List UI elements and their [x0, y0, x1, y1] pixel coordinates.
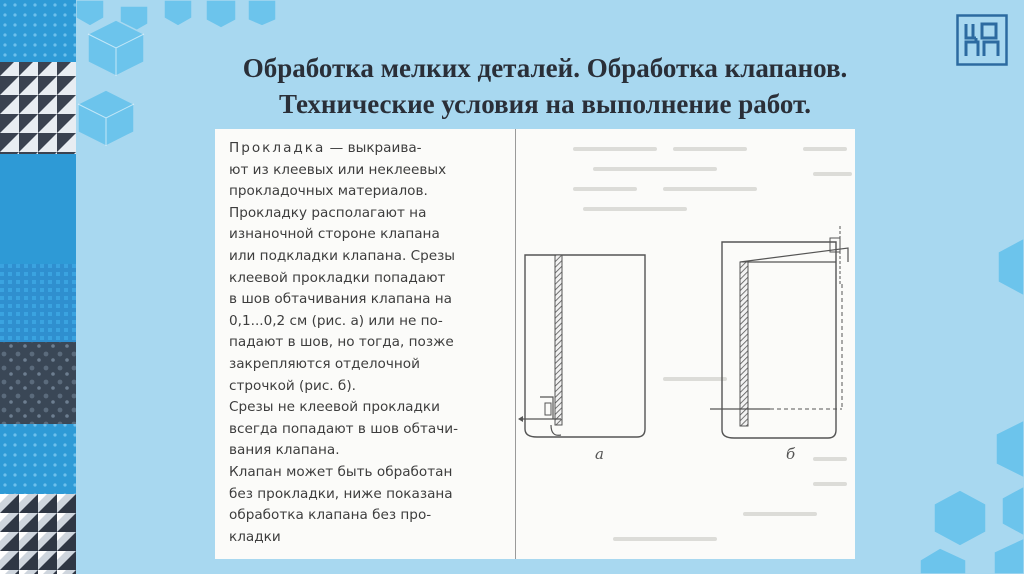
document-line-10: закрепляются отделочной	[229, 355, 420, 372]
document-line-12: Срезы не клеевой прокладки	[229, 399, 440, 416]
document-line-4: изнаночной стороне клапана	[229, 226, 440, 243]
document-text	[229, 138, 509, 548]
slide-title-line-1: Обработка мелких деталей. Обработка клапанов.	[242, 53, 848, 83]
document-line-13: всегда попадают в шов обтачи-	[229, 420, 459, 437]
document-line-1: ют из клеевых или неклеевых	[229, 161, 447, 178]
decorative-cubes-right	[984, 220, 1024, 574]
figure-a-diagram	[515, 239, 655, 449]
document-line-11: строчкой (рис. б).	[229, 377, 356, 394]
document-line-0: Прокладка — выкраива-	[229, 140, 422, 156]
document-line-6: клеевой прокладки попадают	[229, 269, 446, 286]
document-first-word: Прокладка	[229, 140, 326, 156]
strip-pattern	[0, 0, 76, 574]
figure-b-diagram	[710, 224, 860, 456]
document-line-9: падают в шов, но тогда, позже	[229, 334, 454, 351]
document-line-8: 0,1...0,2 см (рис. а) или не по-	[229, 312, 443, 329]
figure-a-label: а	[595, 445, 604, 463]
document-line-5: или подкладки клапана. Срезы	[229, 247, 456, 264]
document-line-17: обработка клапана без про-	[229, 507, 432, 524]
document-line-18: кладки	[229, 528, 281, 545]
decorative-cubes-bottom-right	[920, 470, 990, 574]
document-line-2: прокладочных материалов.	[229, 183, 428, 200]
document-line-7: в шов обтачивания клапана на	[229, 291, 453, 308]
slide-title-line-2: Технические условия на выполнение работ.	[278, 89, 812, 119]
left-decorative-strip	[0, 0, 76, 574]
document-line-16: без прокладки, ниже показана	[229, 485, 453, 502]
scanned-document	[215, 129, 855, 559]
slide-title	[110, 50, 980, 122]
document-line-15: Клапан может быть обработан	[229, 463, 453, 480]
document-line-3: Прокладку располагают на	[229, 204, 427, 221]
figure-b-label: б	[786, 445, 796, 463]
document-line-14: вания клапана.	[229, 442, 340, 459]
